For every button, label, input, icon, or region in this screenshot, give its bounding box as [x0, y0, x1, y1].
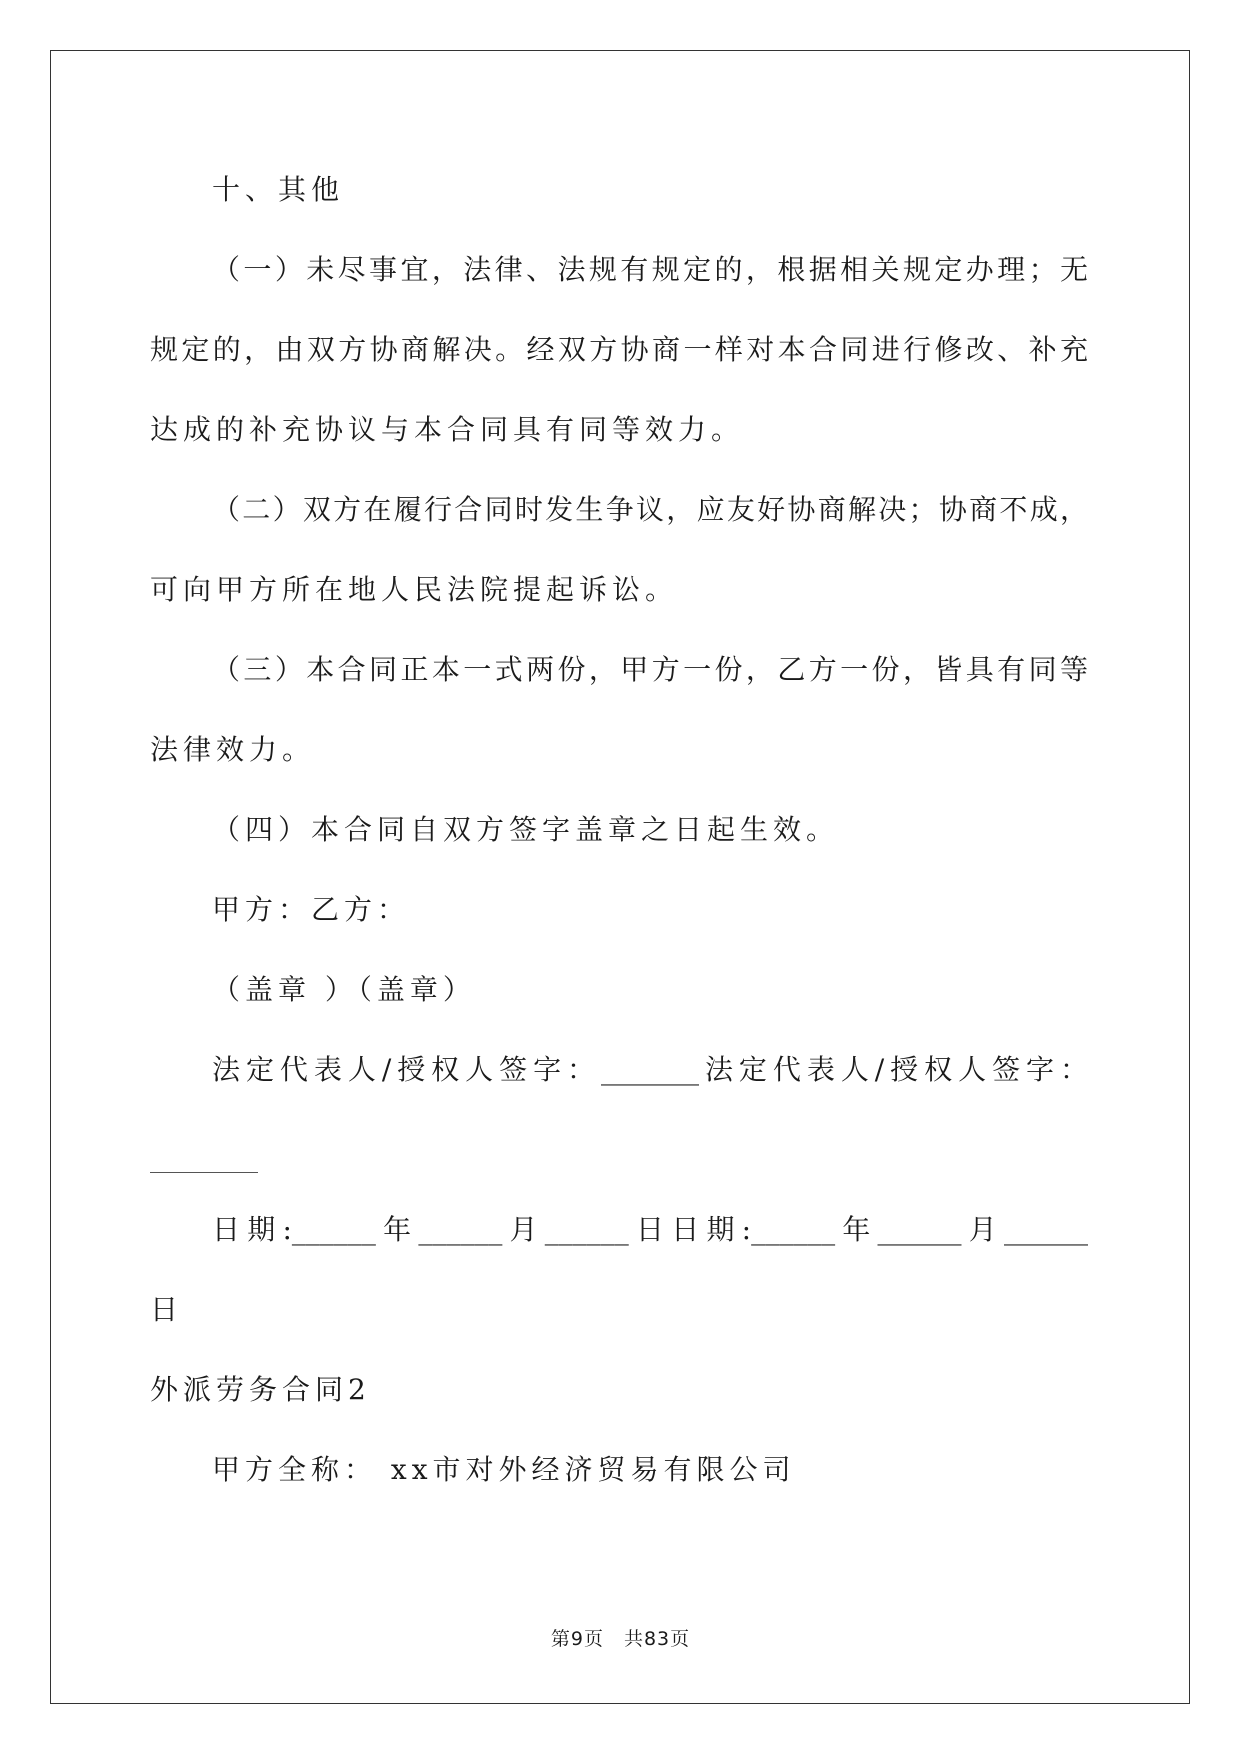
section-heading-other: 十、其他: [212, 173, 345, 206]
party-a-full-name: 甲方全称： xx市对外经济贸易有限公司: [212, 1453, 796, 1486]
clause-1-line-3: 达成的补充协议与本合同具有同等效力。: [150, 413, 745, 446]
date-line: 日期:______年______月______日日期:______年______月______: [212, 1213, 1088, 1246]
contract-title: 外派劳务合同2: [150, 1373, 371, 1406]
clause-3-line-2: 法律效力。: [150, 733, 316, 766]
party-labels: 甲方：乙方：: [212, 893, 411, 926]
clause-3-line-1: （三）本合同正本一式两份，甲方一份，乙方一份，皆具有同等: [212, 653, 1088, 686]
signature-line: 法定代表人/授权人签字：_______法定代表人/授权人签字：: [212, 1053, 1088, 1086]
clause-2-line-2: 可向甲方所在地人民法院提起诉讼。: [150, 573, 679, 606]
signature-blank: [150, 1172, 258, 1173]
clause-1-line-2: 规定的，由双方协商解决。经双方协商一样对本合同进行修改、补充: [150, 333, 1088, 366]
clause-4: （四）本合同自双方签字盖章之日起生效。: [212, 813, 840, 846]
seal-labels: （盖章 ）（盖章）: [212, 973, 476, 1006]
clause-2-line-1: （二）双方在履行合同时发生争议，应友好协商解决；协商不成，: [212, 493, 1088, 526]
clause-1-line-1: （一）未尽事宜，法律、法规有规定的，根据相关规定办理；无: [212, 253, 1088, 286]
page-number-footer: 第9页 共83页: [550, 1628, 691, 1650]
date-line-continuation: 日: [150, 1293, 184, 1326]
